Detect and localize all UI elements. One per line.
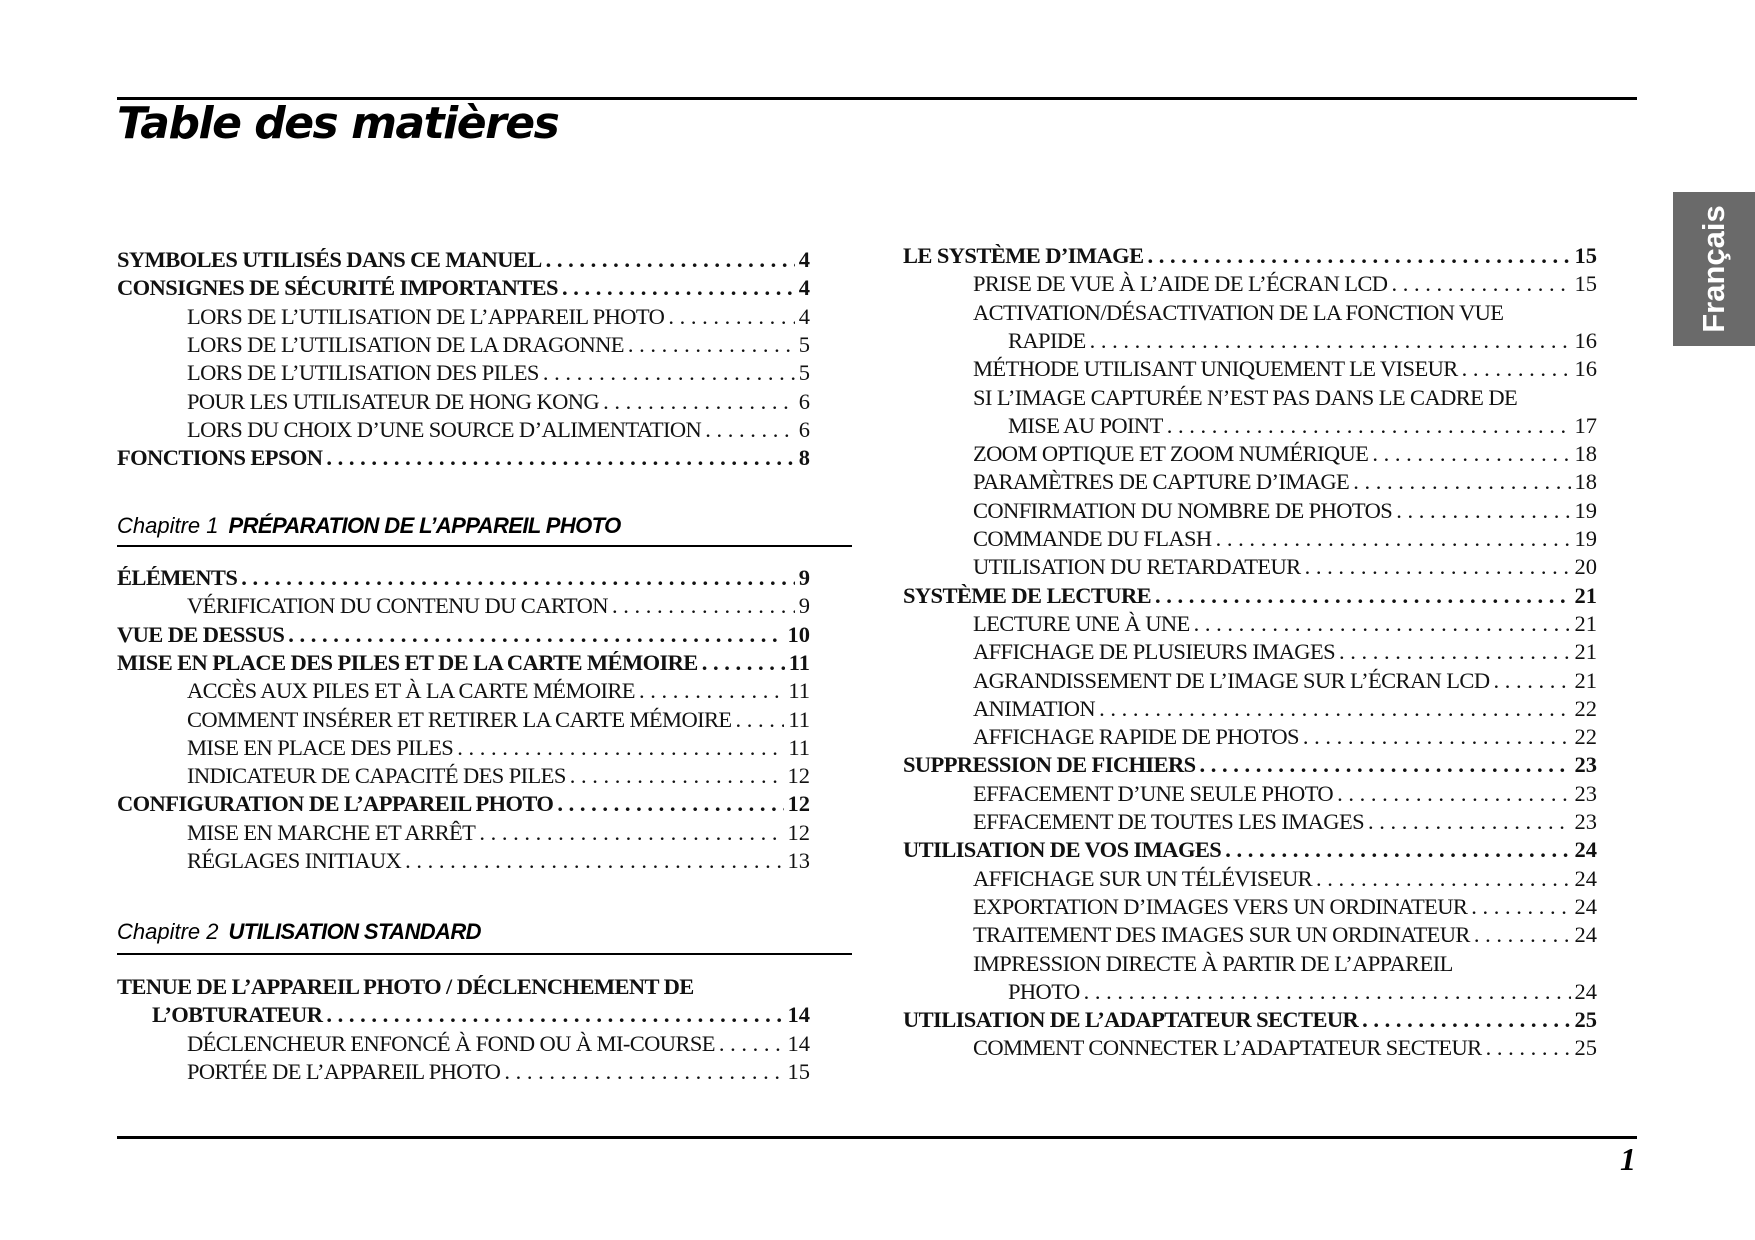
toc-entry[interactable] <box>973 440 1597 468</box>
toc-entry-label: INDICATEUR DE CAPACITÉ DES PILES <box>187 763 566 789</box>
toc-entry[interactable] <box>187 331 810 359</box>
toc-entry-page: 11 <box>788 706 810 732</box>
toc-entry-first-line[interactable] <box>973 299 1503 327</box>
toc-entry-label: LORS DU CHOIX D’UNE SOURCE D’ALIMENTATION <box>187 416 702 442</box>
toc-entry-label: PARAMÈTRES DE CAPTURE D’IMAGE <box>973 469 1350 495</box>
dot-leader <box>1099 695 1570 723</box>
dot-leader <box>1486 1034 1571 1062</box>
toc-entry-label: TENUE DE L’APPAREIL PHOTO / DÉCLENCHEMENT DE <box>117 974 694 999</box>
toc-entry-label: MISE EN PLACE DES PILES <box>187 734 454 760</box>
language-tab-label: Français <box>1696 205 1731 333</box>
toc-entry-page: 24 <box>1574 893 1597 919</box>
dot-leader <box>702 649 785 677</box>
toc-entry-page: 9 <box>798 565 810 590</box>
chapter-rule <box>117 953 852 955</box>
dot-leader <box>1305 553 1571 581</box>
toc-entry-label: UTILISATION DU RETARDATEUR <box>973 554 1301 580</box>
toc-entry-page: 12 <box>787 819 810 845</box>
toc-entry-label: RAPIDE <box>1008 327 1086 353</box>
toc-entry-page: 5 <box>798 360 810 386</box>
toc-right-column <box>903 0 1597 1240</box>
dot-leader <box>1493 667 1570 695</box>
toc-entry-label: COMMENT INSÉRER ET RETIRER LA CARTE MÉMOIRE <box>187 706 732 732</box>
dot-leader <box>1471 893 1570 921</box>
dot-leader <box>1225 836 1570 864</box>
toc-entry-label: SI L’IMAGE CAPTURÉE N’EST PAS DANS LE CADRE DE <box>973 384 1518 410</box>
dot-leader <box>1391 270 1570 298</box>
toc-entry[interactable] <box>1008 978 1597 1006</box>
toc-entry-label: CONFIRMATION DU NOMBRE DE PHOTOS <box>973 497 1393 523</box>
toc-entry[interactable] <box>973 525 1597 553</box>
toc-entry[interactable] <box>152 1001 810 1029</box>
toc-entry[interactable] <box>903 1006 1597 1034</box>
dot-leader <box>562 274 795 302</box>
toc-entry[interactable] <box>973 497 1597 525</box>
dot-leader <box>457 734 784 762</box>
dot-leader <box>736 706 785 734</box>
toc-entry[interactable] <box>903 582 1597 610</box>
toc-entry[interactable] <box>117 649 810 677</box>
toc-entry-label: ACTIVATION/DÉSACTIVATION DE LA FONCTION VUE <box>973 299 1504 325</box>
toc-entry[interactable] <box>973 893 1597 921</box>
toc-entry-page: 20 <box>1574 554 1597 580</box>
toc-entry[interactable] <box>973 921 1597 949</box>
toc-entry[interactable] <box>117 621 810 649</box>
toc-entry[interactable] <box>973 667 1597 695</box>
toc-entry-label: MISE EN MARCHE ET ARRÊT <box>187 819 476 845</box>
toc-entry-page: 13 <box>787 848 810 873</box>
toc-entry[interactable] <box>117 444 810 472</box>
dot-leader <box>628 331 795 359</box>
toc-entry-label: MISE AU POINT <box>1008 412 1163 438</box>
toc-entry-page: 10 <box>787 621 810 647</box>
toc-entry-label: EFFACEMENT D’UNE SEULE PHOTO <box>973 780 1334 806</box>
dot-leader <box>705 416 795 444</box>
toc-entry-label: ANIMATION <box>973 695 1096 721</box>
toc-entry[interactable] <box>187 847 810 875</box>
toc-entry-page: 18 <box>1574 469 1597 495</box>
toc-entry[interactable] <box>187 388 810 416</box>
toc-entry[interactable] <box>973 553 1597 581</box>
dot-leader <box>603 388 795 416</box>
toc-entry-label: VÉRIFICATION DU CONTENU DU CARTON <box>187 593 608 619</box>
dot-leader <box>546 246 795 274</box>
toc-entry[interactable] <box>973 780 1597 808</box>
dot-leader <box>504 1058 783 1086</box>
toc-entry-label: SYSTÈME DE LECTURE <box>903 582 1152 608</box>
toc-entry-page: 9 <box>798 593 810 619</box>
dot-leader <box>612 592 795 620</box>
toc-entry[interactable] <box>187 734 810 762</box>
toc-entry-label: CONFIGURATION DE L’APPAREIL PHOTO <box>117 791 554 817</box>
toc-entry-label: COMMENT CONNECTER L’ADAPTATEUR SECTEUR <box>973 1035 1482 1061</box>
toc-entry-first-line[interactable] <box>117 973 694 1001</box>
dot-leader <box>326 444 794 472</box>
toc-entry-label: ZOOM OPTIQUE ET ZOOM NUMÉRIQUE <box>973 441 1369 467</box>
toc-entry-label: VUE DE DESSUS <box>117 621 285 647</box>
toc-entry[interactable] <box>187 762 810 790</box>
toc-entry-page: 11 <box>788 678 810 704</box>
dot-leader <box>1462 355 1571 383</box>
chapter-number: Chapitre 1 <box>117 513 219 538</box>
toc-entry[interactable] <box>903 836 1597 864</box>
chapter-title: PRÉPARATION DE L’APPAREIL PHOTO <box>228 513 621 538</box>
toc-entry-label: PRISE DE VUE À L’AIDE DE L’ÉCRAN LCD <box>973 271 1388 297</box>
toc-entry-label: L’OBTURATEUR <box>152 1002 323 1028</box>
dot-leader <box>1216 525 1571 553</box>
toc-entry-page: 17 <box>1574 412 1597 438</box>
toc-entry-page: 12 <box>787 791 810 817</box>
toc-entry-page: 5 <box>798 331 810 357</box>
toc-entry-page: 4 <box>798 303 810 329</box>
toc-entry-page: 22 <box>1574 724 1597 750</box>
toc-entry-label: UTILISATION DE VOS IMAGES <box>903 837 1222 863</box>
toc-entry[interactable] <box>187 819 810 847</box>
dot-leader <box>1090 327 1571 355</box>
chapter-title: UTILISATION STANDARD <box>228 919 481 944</box>
chapter-heading <box>117 512 621 540</box>
dot-leader <box>241 564 795 592</box>
toc-entry-label: PHOTO <box>1008 978 1080 1004</box>
dot-leader <box>1200 751 1571 779</box>
dot-leader <box>570 762 784 790</box>
toc-entry-page: 21 <box>1574 610 1597 636</box>
dot-leader <box>719 1030 784 1058</box>
toc-entry[interactable] <box>1008 412 1597 440</box>
dot-leader <box>1372 440 1570 468</box>
toc-entry-page: 14 <box>787 1030 810 1056</box>
toc-entry[interactable] <box>973 1034 1597 1062</box>
toc-entry[interactable] <box>187 416 810 444</box>
toc-entry[interactable] <box>117 564 810 592</box>
page-number: 1 <box>1620 1141 1636 1177</box>
toc-entry-label: RÉGLAGES INITIAUX <box>187 848 402 873</box>
toc-entry-label: DÉCLENCHEUR ENFONCÉ À FOND OU À MI-COURSE <box>187 1030 715 1056</box>
dot-leader <box>326 1001 783 1029</box>
dot-leader <box>1362 1006 1570 1034</box>
dot-leader <box>1148 242 1571 270</box>
dot-leader <box>288 621 783 649</box>
toc-entry-label: MÉTHODE UTILISANT UNIQUEMENT LE VISEUR <box>973 356 1458 382</box>
toc-entry-page: 11 <box>788 649 810 675</box>
toc-entry[interactable] <box>1008 327 1597 355</box>
toc-entry-label: AFFICHAGE DE PLUSIEURS IMAGES <box>973 639 1336 665</box>
toc-entry-page: 24 <box>1574 865 1597 891</box>
toc-entry[interactable] <box>117 274 810 302</box>
toc-entry[interactable] <box>187 677 810 705</box>
dot-leader <box>405 847 783 875</box>
dot-leader <box>1316 865 1570 893</box>
toc-entry[interactable] <box>973 723 1597 751</box>
chapter-rule <box>117 545 852 547</box>
toc-entry-page: 21 <box>1574 667 1597 693</box>
toc-entry-label: ACCÈS AUX PILES ET À LA CARTE MÉMOIRE <box>187 678 635 704</box>
toc-entry-page: 23 <box>1574 780 1597 806</box>
toc-entry-page: 19 <box>1574 497 1597 523</box>
toc-entry-page: 18 <box>1574 441 1597 467</box>
toc-entry-page: 16 <box>1574 356 1597 382</box>
dot-leader <box>1194 610 1571 638</box>
language-tab <box>1673 192 1755 346</box>
toc-entry-page: 21 <box>1574 582 1597 608</box>
toc-entry-label: LORS DE L’UTILISATION DES PILES <box>187 360 539 386</box>
toc-entry[interactable] <box>187 1030 810 1058</box>
toc-entry-page: 24 <box>1574 837 1597 863</box>
toc-entry-page: 15 <box>787 1058 810 1084</box>
chapter-number: Chapitre 2 <box>117 919 219 944</box>
toc-entry-page: 21 <box>1574 639 1597 665</box>
dot-leader <box>1167 412 1571 440</box>
toc-entry[interactable] <box>187 303 810 331</box>
toc-entry-label: EXPORTATION D’IMAGES VERS UN ORDINATEUR <box>973 893 1468 919</box>
toc-entry[interactable] <box>973 808 1597 836</box>
toc-entry-page: 6 <box>798 388 810 414</box>
toc-entry-page: 11 <box>788 734 810 760</box>
toc-entry-label: AFFICHAGE SUR UN TÉLÉVISEUR <box>973 865 1313 891</box>
toc-entry-page: 22 <box>1574 695 1597 721</box>
toc-entry[interactable] <box>903 751 1597 779</box>
dot-leader <box>1368 808 1570 836</box>
toc-entry-label: COMMANDE DU FLASH <box>973 526 1212 551</box>
dot-leader <box>1353 468 1570 496</box>
toc-entry[interactable] <box>973 270 1597 298</box>
toc-entry-label: LECTURE UNE À UNE <box>973 610 1190 636</box>
toc-entry-page: 23 <box>1574 809 1597 834</box>
toc-entry-label: LE SYSTÈME D’IMAGE <box>903 243 1144 268</box>
dot-leader <box>1303 723 1571 751</box>
dot-leader <box>668 303 794 331</box>
toc-entry[interactable] <box>117 790 810 818</box>
toc-entry-page: 4 <box>798 275 810 301</box>
toc-entry[interactable] <box>187 706 810 734</box>
toc-entry-label: FONCTIONS EPSON <box>117 445 323 471</box>
dot-leader <box>1396 497 1570 525</box>
dot-leader <box>1337 780 1570 808</box>
dot-leader <box>1155 582 1570 610</box>
toc-entry-page: 24 <box>1574 922 1597 948</box>
dot-leader <box>639 677 784 705</box>
toc-entry-page: 25 <box>1574 1035 1597 1061</box>
toc-entry[interactable] <box>187 1058 810 1086</box>
toc-entry-label: EFFACEMENT DE TOUTES LES IMAGES <box>973 809 1365 834</box>
toc-entry-label: PORTÉE DE L’APPAREIL PHOTO <box>187 1058 501 1084</box>
toc-entry-label: IMPRESSION DIRECTE À PARTIR DE L’APPAREIL <box>973 950 1453 976</box>
toc-entry-page: 19 <box>1574 526 1597 551</box>
toc-entry-first-line[interactable] <box>973 384 1517 412</box>
chapter-heading <box>117 918 481 946</box>
toc-entry-page: 25 <box>1574 1007 1597 1033</box>
toc-entry-label: POUR LES UTILISATEUR DE HONG KONG <box>187 388 600 414</box>
toc-entry-label: UTILISATION DE L’ADAPTATEUR SECTEUR <box>903 1007 1359 1033</box>
dot-leader <box>1084 978 1571 1006</box>
dot-leader <box>1339 638 1570 666</box>
footer-rule <box>117 1136 1637 1139</box>
toc-entry-page: 15 <box>1574 243 1597 268</box>
toc-entry[interactable] <box>117 246 810 274</box>
toc-entry[interactable] <box>973 638 1597 666</box>
dot-leader <box>1474 921 1571 949</box>
toc-entry-label: LORS DE L’UTILISATION DE L’APPAREIL PHOTO <box>187 303 665 329</box>
toc-entry-label: CONSIGNES DE SÉCURITÉ IMPORTANTES <box>117 275 558 301</box>
dot-leader <box>557 790 783 818</box>
toc-entry[interactable] <box>973 610 1597 638</box>
toc-entry-first-line[interactable] <box>973 950 1453 978</box>
toc-entry-label: MISE EN PLACE DES PILES ET DE LA CARTE MÉMOIRE <box>117 649 698 675</box>
toc-entry[interactable] <box>973 865 1597 893</box>
toc-entry-label: AGRANDISSEMENT DE L’IMAGE SUR L’ÉCRAN LCD <box>973 667 1490 693</box>
toc-entry-label: TRAITEMENT DES IMAGES SUR UN ORDINATEUR <box>973 922 1470 948</box>
toc-entry[interactable] <box>973 695 1597 723</box>
toc-entry[interactable] <box>187 359 810 387</box>
toc-entry-page: 23 <box>1574 752 1597 778</box>
toc-entry-page: 14 <box>787 1002 810 1028</box>
toc-entry[interactable] <box>973 468 1597 496</box>
toc-entry-label: SUPPRESSION DE FICHIERS <box>903 752 1196 778</box>
toc-entry[interactable] <box>187 592 810 620</box>
dot-leader <box>479 819 783 847</box>
toc-entry-page: 24 <box>1574 978 1597 1004</box>
toc-entry-page: 12 <box>787 763 810 789</box>
toc-entry-page: 16 <box>1574 327 1597 353</box>
toc-entry[interactable] <box>903 242 1597 270</box>
toc-entry-label: LORS DE L’UTILISATION DE LA DRAGONNE <box>187 331 624 357</box>
toc-entry-page: 8 <box>798 445 810 471</box>
toc-entry-page: 15 <box>1574 271 1597 297</box>
toc-entry-page: 6 <box>798 416 810 442</box>
page-title: Table des matières <box>117 98 559 149</box>
toc-entry-page: 4 <box>798 247 810 272</box>
toc-entry-label: ÉLÉMENTS <box>117 565 238 590</box>
toc-left-column <box>117 0 810 1240</box>
toc-entry[interactable] <box>973 355 1597 383</box>
toc-entry-label: AFFICHAGE RAPIDE DE PHOTOS <box>973 724 1299 750</box>
toc-entry-label: SYMBOLES UTILISÉS DANS CE MANUEL <box>117 247 542 272</box>
dot-leader <box>543 359 795 387</box>
